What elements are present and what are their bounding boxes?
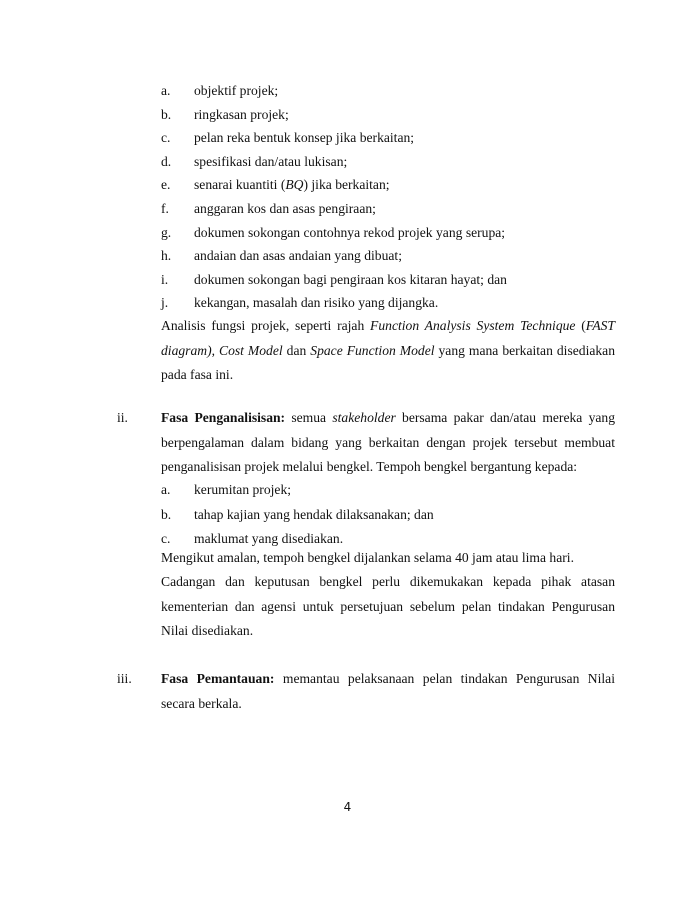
workshop-duration-text: Mengikut amalan, tempoh bengkel dijalankan selama 40 jam atau lima hari.	[161, 550, 574, 565]
analysis-paragraph: Analisis fungsi projek, seperti rajah Function Analysis System Technique (FAST diagram), Cost Model dan Space Function Model yang mana berkaitan disediakan pada fasa ini.	[161, 318, 616, 383]
section-ii-paragraph: Fasa Penganalisisan: semua stakeholder bersama pakar dan/atau mereka yang berpengalaman dalam bidang yang berkaitan dengan projek tersebut membuat penganalisisan projek melalui bengkel. Tempoh bengkel bergantung kepada:	[161, 410, 616, 475]
list-item: j. kekangan, masalah dan risiko yang dijangka.	[161, 295, 439, 311]
section-iii-marker: iii.	[117, 671, 132, 686]
list-item: b. ringkasan projek;	[161, 106, 289, 122]
list-item: a. kerumitan projek;	[161, 482, 292, 497]
list-item: c. pelan reka bentuk konsep jika berkaitan;	[161, 130, 415, 146]
list-item: d. spesifikasi dan/atau lukisan;	[161, 153, 348, 169]
page-number: 4	[343, 800, 352, 814]
section-ii-heading: Fasa Penganalisisan:	[161, 410, 286, 425]
list-item: f. anggaran kos dan asas pengiraan;	[161, 200, 376, 216]
list-item: e. senarai kuantiti (BQ) jika berkaitan;	[161, 177, 390, 193]
list-item: g. dokumen sokongan contohnya rekod projek yang serupa;	[161, 224, 506, 240]
section-ii-marker: ii.	[117, 410, 128, 425]
list-item: b. tahap kajian yang hendak dilaksanakan; dan	[161, 506, 434, 522]
workshop-factors-list	[161, 478, 621, 552]
list-item: c. maklumat yang disediakan.	[161, 531, 344, 547]
requirements-list	[161, 79, 621, 315]
list-item: i. dokumen sokongan bagi pengiraan kos kitaran hayat; dan	[161, 271, 507, 287]
section-iii-heading: Fasa Pemantauan:	[161, 671, 275, 686]
list-item: a. objektif projek;	[161, 83, 279, 98]
list-item: h. andaian dan asas andaian yang dibuat;	[161, 248, 402, 264]
workshop-recommendation-text: Cadangan dan keputusan bengkel perlu dikemukakan kepada pihak atasan kementerian dan agensi untuk persetujuan sebelum pelan tindakan Pengurusan Nilai disediakan.	[161, 574, 615, 639]
section-iii-paragraph: Fasa Pemantauan: memantau pelaksanaan pelan tindakan Pengurusan Nilai secara berkala.	[161, 671, 615, 711]
